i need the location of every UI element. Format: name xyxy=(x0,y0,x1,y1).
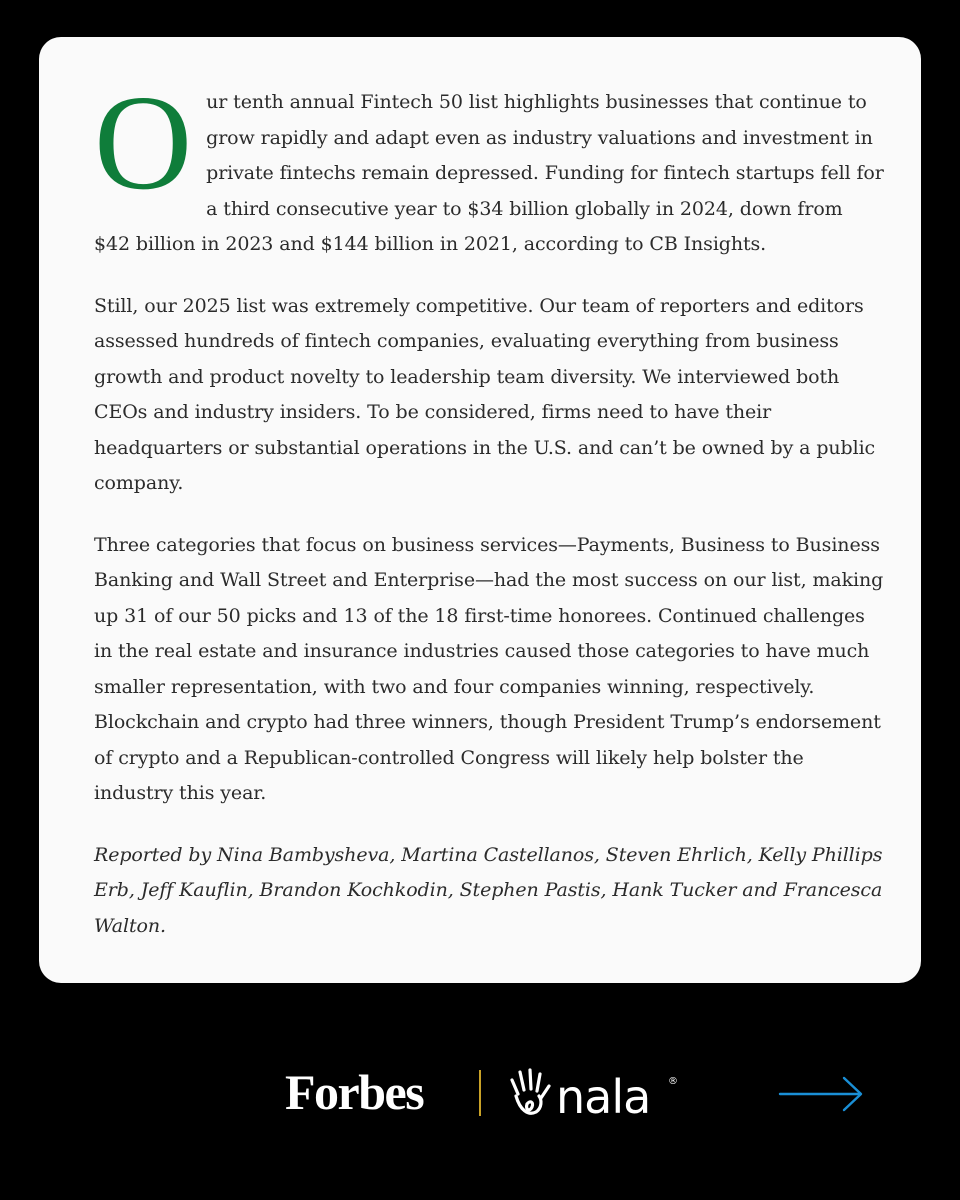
article-body xyxy=(94,68,884,944)
footer-brand-bar xyxy=(0,1040,960,1150)
reporter-credits: Reported by Nina Bambysheva, Martina Castellanos, Steven Ehrlich, Kelly Phillips Erb, Jeff Kauflin, Brandon Kochkodin, Stephen Pastis, Hank Tucker and Francesca Walton. xyxy=(94,843,883,937)
drop-cap: O xyxy=(94,68,193,218)
forbes-logo: Forbes xyxy=(285,1064,424,1120)
logo-divider xyxy=(479,1070,481,1116)
registered-mark: ® xyxy=(668,1076,678,1087)
hand-icon xyxy=(506,1066,554,1122)
article-paragraph-1 xyxy=(94,68,884,263)
article-paragraph-3: Three categories that focus on business services—Payments, Business to Business Banking and Wall Street and Enterprise—had the most success on our list, making up 31 of our 50 picks and 13 of the 18 first-time honorees. Continued challenges in the real estate and insurance industries caused those categories to have much smaller representation, with two and four companies winning, respectively. Blockchain and crypto had three winners, though President Trump’s endorsement of crypto and a Republican-controlled Congress will likely help bolster the industry this year. xyxy=(94,533,884,804)
paragraph-1-text: ur tenth annual Fintech 50 list highlights businesses that continue to grow rapidly and adapt even as industry valuations and investment in private fintechs remain depressed. Funding for fintech startups fell for a third consecutive year to $34 billion globally in 2024, down from $42 billion in 2023 and $144 billion in 2021, according to CB Insights. xyxy=(94,91,884,255)
article-paragraph-2: Still, our 2025 list was extremely competitive. Our team of reporters and editors assessed hundreds of fintech companies, evaluating everything from business growth and product novelty to leadership team diversity. We interviewed both CEOs and industry insiders. To be considered, firms need to have their headquarters or substantial operations in the U.S. and can’t be owned by a public company. xyxy=(94,294,876,494)
arrow-right-icon[interactable] xyxy=(778,1074,866,1114)
nala-wordmark: nala xyxy=(556,1070,651,1124)
article-card xyxy=(39,37,921,983)
